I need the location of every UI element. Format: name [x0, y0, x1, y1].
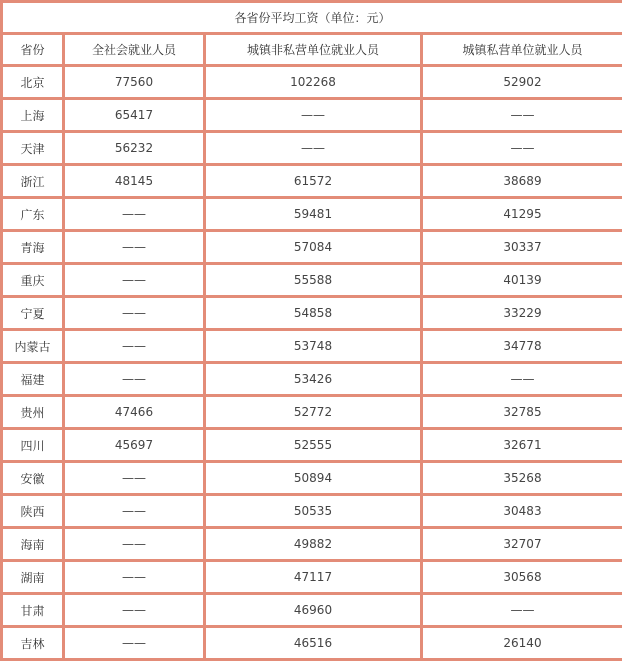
table-row	[2, 429, 622, 462]
all-employed-cell: ——	[64, 495, 205, 528]
urban-non-private-cell: 46960	[205, 594, 422, 627]
table-row	[2, 594, 622, 627]
province-cell: 内蒙古	[2, 330, 64, 363]
urban-private-cell: 38689	[422, 165, 622, 198]
header-urban-private: 城镇私营单位就业人员	[422, 34, 622, 66]
urban-private-cell: ——	[422, 363, 622, 396]
urban-private-cell: 30483	[422, 495, 622, 528]
table-row	[2, 99, 622, 132]
urban-non-private-cell: ——	[205, 132, 422, 165]
urban-private-cell: 32707	[422, 528, 622, 561]
all-employed-cell: ——	[64, 462, 205, 495]
all-employed-cell: 47466	[64, 396, 205, 429]
table-row	[2, 264, 622, 297]
all-employed-cell: ——	[64, 363, 205, 396]
urban-non-private-cell: 53426	[205, 363, 422, 396]
urban-private-cell: 34778	[422, 330, 622, 363]
urban-non-private-cell: 61572	[205, 165, 422, 198]
all-employed-cell: ——	[64, 297, 205, 330]
province-cell: 北京	[2, 66, 64, 99]
urban-non-private-cell: 47117	[205, 561, 422, 594]
province-cell: 天津	[2, 132, 64, 165]
all-employed-cell: ——	[64, 330, 205, 363]
urban-private-cell: ——	[422, 594, 622, 627]
table-row	[2, 198, 622, 231]
province-cell: 贵州	[2, 396, 64, 429]
province-cell: 海南	[2, 528, 64, 561]
urban-non-private-cell: 102268	[205, 66, 422, 99]
urban-non-private-cell: 57084	[205, 231, 422, 264]
all-employed-cell: ——	[64, 198, 205, 231]
table-row	[2, 165, 622, 198]
table-row	[2, 132, 622, 165]
urban-non-private-cell: 59481	[205, 198, 422, 231]
province-cell: 浙江	[2, 165, 64, 198]
all-employed-cell: 45697	[64, 429, 205, 462]
table-row	[2, 396, 622, 429]
urban-non-private-cell: 46516	[205, 627, 422, 660]
urban-non-private-cell: 50894	[205, 462, 422, 495]
header-urban-non-private: 城镇非私营单位就业人员	[205, 34, 422, 66]
urban-private-cell: ——	[422, 99, 622, 132]
urban-private-cell: 30337	[422, 231, 622, 264]
all-employed-cell: 56232	[64, 132, 205, 165]
province-cell: 宁夏	[2, 297, 64, 330]
urban-non-private-cell: 52555	[205, 429, 422, 462]
province-cell: 福建	[2, 363, 64, 396]
table-row	[2, 66, 622, 99]
all-employed-cell: 77560	[64, 66, 205, 99]
table-row	[2, 231, 622, 264]
urban-private-cell: ——	[422, 132, 622, 165]
urban-non-private-cell: 55588	[205, 264, 422, 297]
province-cell: 上海	[2, 99, 64, 132]
urban-non-private-cell: 54858	[205, 297, 422, 330]
urban-private-cell: 30568	[422, 561, 622, 594]
urban-private-cell: 41295	[422, 198, 622, 231]
table-row	[2, 528, 622, 561]
province-cell: 安徽	[2, 462, 64, 495]
all-employed-cell: ——	[64, 264, 205, 297]
province-cell: 青海	[2, 231, 64, 264]
all-employed-cell: 65417	[64, 99, 205, 132]
table-row	[2, 561, 622, 594]
all-employed-cell: 48145	[64, 165, 205, 198]
table-row	[2, 462, 622, 495]
table-row	[2, 330, 622, 363]
urban-non-private-cell: 49882	[205, 528, 422, 561]
title-row	[2, 2, 622, 34]
all-employed-cell: ——	[64, 528, 205, 561]
all-employed-cell: ——	[64, 594, 205, 627]
urban-non-private-cell: 53748	[205, 330, 422, 363]
header-all-employed: 全社会就业人员	[64, 34, 205, 66]
urban-private-cell: 40139	[422, 264, 622, 297]
all-employed-cell: ——	[64, 561, 205, 594]
urban-private-cell: 35268	[422, 462, 622, 495]
header-row	[2, 34, 622, 66]
province-cell: 陕西	[2, 495, 64, 528]
header-province: 省份	[2, 34, 64, 66]
urban-private-cell: 26140	[422, 627, 622, 660]
urban-private-cell: 33229	[422, 297, 622, 330]
urban-non-private-cell: 50535	[205, 495, 422, 528]
urban-non-private-cell: 52772	[205, 396, 422, 429]
table-row	[2, 627, 622, 660]
all-employed-cell: ——	[64, 627, 205, 660]
urban-non-private-cell: ——	[205, 99, 422, 132]
urban-private-cell: 32785	[422, 396, 622, 429]
table-row	[2, 297, 622, 330]
province-cell: 吉林	[2, 627, 64, 660]
urban-private-cell: 32671	[422, 429, 622, 462]
province-cell: 重庆	[2, 264, 64, 297]
province-cell: 广东	[2, 198, 64, 231]
table-row	[2, 495, 622, 528]
province-cell: 甘肃	[2, 594, 64, 627]
province-cell: 湖南	[2, 561, 64, 594]
urban-private-cell: 52902	[422, 66, 622, 99]
table-title: 各省份平均工资（单位：元）	[2, 2, 622, 34]
all-employed-cell: ——	[64, 231, 205, 264]
table-row	[2, 363, 622, 396]
province-cell: 四川	[2, 429, 64, 462]
